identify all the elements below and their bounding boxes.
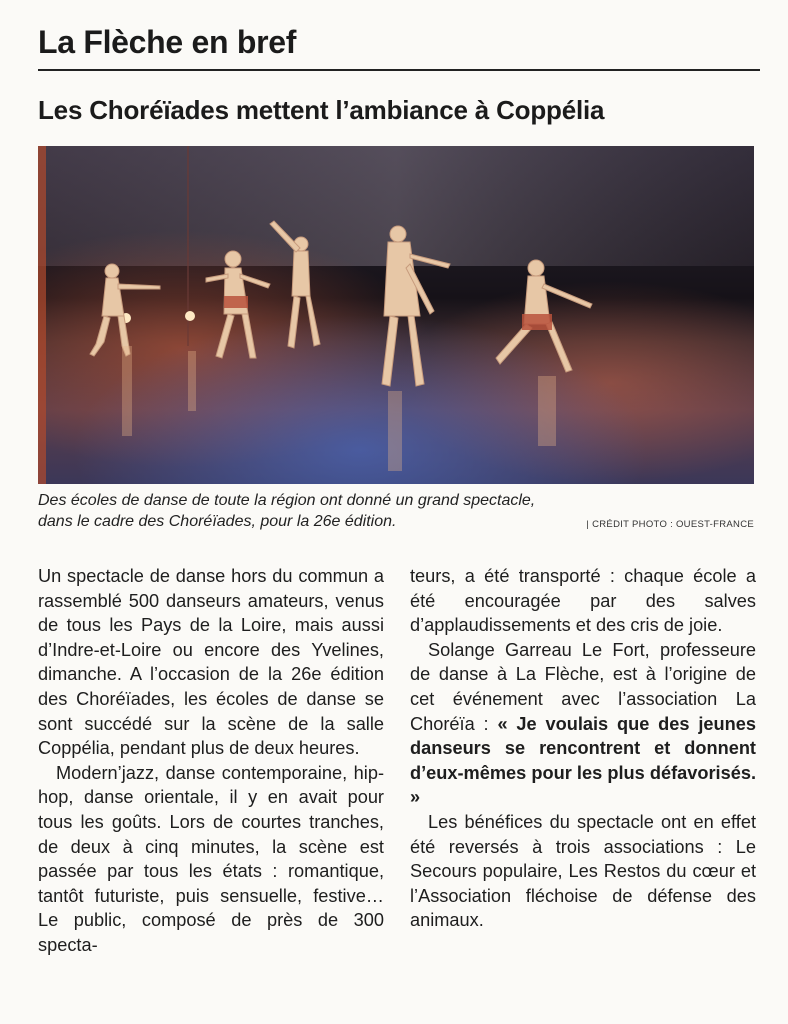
article-column-left — [38, 564, 384, 958]
article-headline: Les Choréïades mettent l’ambiance à Coppélia — [38, 95, 605, 125]
section-divider — [38, 69, 760, 71]
photo-credit: | CRÉDIT PHOTO : OUEST-FRANCE — [586, 519, 754, 530]
dance-photo — [38, 146, 754, 484]
caption-line-2: dans le cadre des Choréïades, pour la 26e édition. — [38, 513, 397, 530]
paragraph-4-intro: Solange Garreau Le Fort, professeure de danse à La Flèche, est à l’origine de cet événement avec l’association La Choréïa : — [410, 639, 756, 734]
section-title: La Flèche en bref — [38, 24, 297, 60]
quote: « Je voulais que des jeunes danseurs se rencontrent et donnent d’eux-mêmes pour les plus défavorisés. » — [410, 713, 756, 808]
paragraph-3: teurs, a été transporté : chaque école a été encouragée par des salves d’applaudissements et des cris de joie. — [410, 566, 756, 636]
paragraph-2: Modern’jazz, danse contemporaine, hip-hop, danse orientale, il y en avait pour tous les goûts. Lors de courtes tranches, de deux à cinq minutes, la scène est passée par tous les états : romantique, tantôt futuriste, puis sensuelle, festive… Le public, composé de près de 300 specta- — [38, 762, 384, 955]
caption-line-1: Des écoles de danse de toute la région ont donné un grand spectacle, — [38, 492, 536, 509]
paragraph-4 — [410, 638, 756, 810]
paragraph-5: Les bénéfices du spectacle ont en effet été reversés à trois associations : Le Secours populaire, Les Restos du cœur et l’Association fléchoise de défense des animaux. — [410, 811, 756, 931]
paragraph-1: Un spectacle de danse hors du commun a rassemblé 500 danseurs amateurs, venus de tous les Pays de la Loire, mais aussi d’Indre-et-Loire ou encore des Yvelines, dimanche. A l’occasion de la 26e édition des Choréïades, les écoles de danse se sont succédé sur la scène de la salle Coppélia, pendant plus de deux heures. — [38, 566, 384, 759]
article-column-right — [410, 564, 756, 933]
